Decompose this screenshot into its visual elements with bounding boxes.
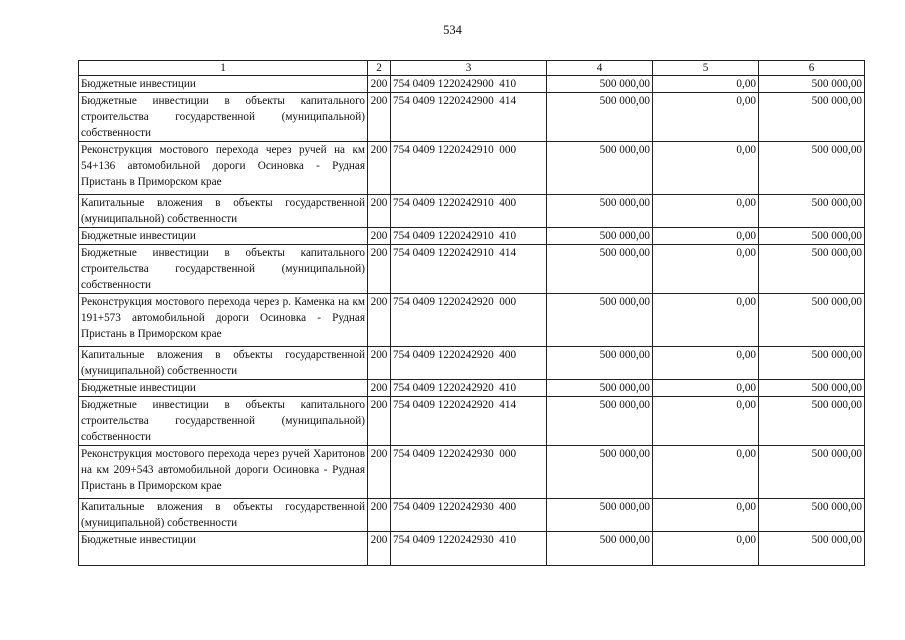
- row-amount: 500 000,00: [547, 195, 653, 228]
- row-amount: 500 000,00: [547, 532, 653, 566]
- row-amount-col5: 0,00: [653, 245, 759, 294]
- row-amount: 500 000,00: [547, 76, 653, 93]
- row-code: 754 0409 1220242920 400: [391, 347, 547, 380]
- row-amount: 500 000,00: [547, 380, 653, 397]
- row-code: 754 0409 1220242900 414: [391, 93, 547, 142]
- column-header: 5: [653, 61, 759, 76]
- page-number: 534: [443, 23, 462, 37]
- row-code: 754 0409 1220242920 000: [391, 294, 547, 347]
- row-code: 754 0409 1220242920 414: [391, 397, 547, 446]
- row-amount: 500 000,00: [547, 446, 653, 499]
- row-col2: 200: [368, 532, 391, 566]
- row-amount-col5: 0,00: [653, 93, 759, 142]
- table-row: [79, 93, 865, 142]
- row-col2: 200: [368, 228, 391, 245]
- row-code: 754 0409 1220242910 414: [391, 245, 547, 294]
- row-name: Реконструкция мостового перехода через ручей Харитонов на км 209+543 автомобильной дороги Осиновка - Рудная Пристань в Приморском крае: [79, 446, 368, 499]
- row-col2: 200: [368, 380, 391, 397]
- table-row: [79, 228, 865, 245]
- row-col2: 200: [368, 195, 391, 228]
- table-row: [79, 245, 865, 294]
- row-code: 754 0409 1220242910 400: [391, 195, 547, 228]
- row-col2: 200: [368, 76, 391, 93]
- table-row: [79, 195, 865, 228]
- row-name: Бюджетные инвестиции: [79, 532, 368, 566]
- row-col2: 200: [368, 499, 391, 532]
- row-amount-col6: 500 000,00: [759, 76, 865, 93]
- row-amount-col5: 0,00: [653, 380, 759, 397]
- row-amount-col6: 500 000,00: [759, 532, 865, 566]
- row-name: Бюджетные инвестиции: [79, 380, 368, 397]
- row-amount-col5: 0,00: [653, 142, 759, 195]
- row-amount-col5: 0,00: [653, 76, 759, 93]
- row-amount-col6: 500 000,00: [759, 228, 865, 245]
- row-amount-col6: 500 000,00: [759, 397, 865, 446]
- row-col2: 200: [368, 294, 391, 347]
- row-name: Бюджетные инвестиции: [79, 228, 368, 245]
- row-amount-col6: 500 000,00: [759, 93, 865, 142]
- row-amount: 500 000,00: [547, 294, 653, 347]
- column-header: 2: [368, 61, 391, 76]
- row-code: 754 0409 1220242930 000: [391, 446, 547, 499]
- row-col2: 200: [368, 245, 391, 294]
- row-amount: 500 000,00: [547, 93, 653, 142]
- row-code: 754 0409 1220242930 410: [391, 532, 547, 566]
- table-row: [79, 347, 865, 380]
- budget-table: [78, 60, 865, 566]
- table-header-row: [79, 61, 865, 76]
- row-amount-col5: 0,00: [653, 228, 759, 245]
- row-code: 754 0409 1220242910 410: [391, 228, 547, 245]
- row-amount: 500 000,00: [547, 142, 653, 195]
- row-amount: 500 000,00: [547, 245, 653, 294]
- table-row: [79, 142, 865, 195]
- row-amount-col5: 0,00: [653, 347, 759, 380]
- row-name: Бюджетные инвестиции: [79, 76, 368, 93]
- row-col2: 200: [368, 93, 391, 142]
- table-row: [79, 76, 865, 93]
- row-name: Капитальные вложения в объекты государственной (муниципальной) собственности: [79, 347, 368, 380]
- table-row: [79, 397, 865, 446]
- column-header: 1: [79, 61, 368, 76]
- row-code: 754 0409 1220242910 000: [391, 142, 547, 195]
- row-col2: 200: [368, 347, 391, 380]
- table-row: [79, 532, 865, 566]
- row-amount-col6: 500 000,00: [759, 142, 865, 195]
- row-col2: 200: [368, 397, 391, 446]
- row-name: Бюджетные инвестиции в объекты капитального строительства государственной (муниципальной) собственности: [79, 245, 368, 294]
- row-name: Реконструкция мостового перехода через р. Каменка на км 191+573 автомобильной дороги Осиновка - Рудная Пристань в Приморском крае: [79, 294, 368, 347]
- row-code: 754 0409 1220242900 410: [391, 76, 547, 93]
- column-header: 4: [547, 61, 653, 76]
- row-amount-col5: 0,00: [653, 294, 759, 347]
- row-name: Капитальные вложения в объекты государственной (муниципальной) собственности: [79, 499, 368, 532]
- row-amount-col5: 0,00: [653, 195, 759, 228]
- row-amount-col5: 0,00: [653, 499, 759, 532]
- row-amount-col6: 500 000,00: [759, 380, 865, 397]
- row-amount: 500 000,00: [547, 347, 653, 380]
- row-code: 754 0409 1220242930 400: [391, 499, 547, 532]
- row-amount-col6: 500 000,00: [759, 446, 865, 499]
- row-col2: 200: [368, 446, 391, 499]
- column-header: 6: [759, 61, 865, 76]
- row-name: Реконструкция мостового перехода через ручей на км 54+136 автомобильной дороги Осиновка - Рудная Пристань в Приморском крае: [79, 142, 368, 195]
- row-amount-col6: 500 000,00: [759, 195, 865, 228]
- table-row: [79, 294, 865, 347]
- row-name: Бюджетные инвестиции в объекты капитального строительства государственной (муниципальной) собственности: [79, 397, 368, 446]
- row-amount: 500 000,00: [547, 397, 653, 446]
- row-col2: 200: [368, 142, 391, 195]
- row-amount: 500 000,00: [547, 228, 653, 245]
- row-amount-col6: 500 000,00: [759, 347, 865, 380]
- row-name: Бюджетные инвестиции в объекты капитального строительства государственной (муниципальной) собственности: [79, 93, 368, 142]
- row-amount-col5: 0,00: [653, 446, 759, 499]
- table-row: [79, 380, 865, 397]
- table-row: [79, 499, 865, 532]
- row-amount-col6: 500 000,00: [759, 294, 865, 347]
- row-amount-col6: 500 000,00: [759, 245, 865, 294]
- row-code: 754 0409 1220242920 410: [391, 380, 547, 397]
- column-header: 3: [391, 61, 547, 76]
- row-amount-col5: 0,00: [653, 532, 759, 566]
- table-row: [79, 446, 865, 499]
- row-name: Капитальные вложения в объекты государственной (муниципальной) собственности: [79, 195, 368, 228]
- row-amount-col5: 0,00: [653, 397, 759, 446]
- row-amount: 500 000,00: [547, 499, 653, 532]
- row-amount-col6: 500 000,00: [759, 499, 865, 532]
